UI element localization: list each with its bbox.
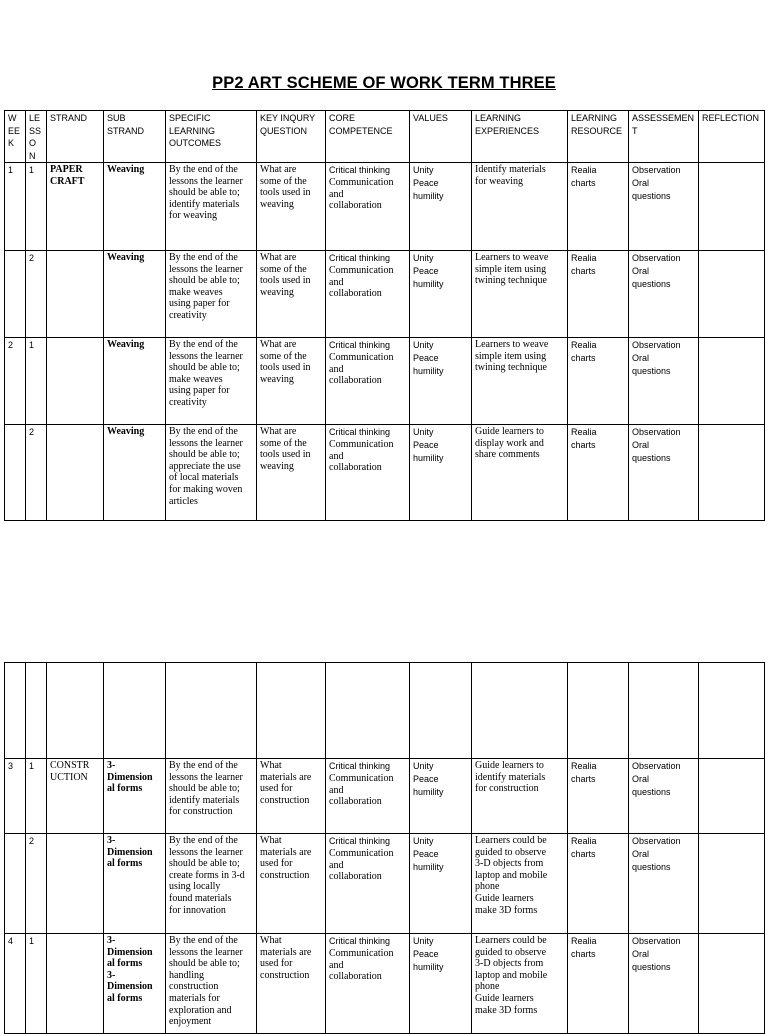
blank-cell	[472, 663, 568, 759]
outcomes-cell: By the end of the lessons the learner should be able to; make weaves using paper for creativity	[166, 251, 257, 338]
header-week: W EE K	[5, 111, 26, 163]
strand-cell	[47, 834, 104, 934]
key-question-cell: What are some of the tools used in weaving	[257, 425, 326, 521]
competence-line: Critical thinking	[329, 761, 391, 771]
sub-strand-cell: Weaving	[104, 163, 166, 251]
competence-line: and	[329, 859, 344, 871]
strand-cell	[47, 934, 104, 1034]
competence-line: Critical thinking	[329, 427, 391, 437]
week-cell: 4	[5, 934, 26, 1034]
header-assessment: ASSESSEMEN T	[629, 111, 699, 163]
header-key-question: KEY INQURY QUESTION	[257, 111, 326, 163]
week-cell	[5, 425, 26, 521]
sub-strand-cell: 3- Dimension al forms	[104, 834, 166, 934]
competence-line: and	[329, 276, 344, 288]
sub-strand-cell: Weaving	[104, 425, 166, 521]
competence-cell	[326, 163, 410, 251]
competence-line: Critical thinking	[329, 253, 391, 263]
values-cell: Unity Peace humility	[410, 425, 472, 521]
header-lesson: LE SS O N	[26, 111, 47, 163]
assessment-cell: Observation Oral questions	[629, 834, 699, 934]
competence-line: and	[329, 784, 344, 796]
strand-cell: CONSTR UCTION	[47, 759, 104, 834]
table-row	[5, 251, 765, 338]
table-row	[5, 934, 765, 1034]
table-row	[5, 834, 765, 934]
blank-cell	[699, 663, 765, 759]
competence-line: Communication	[329, 773, 394, 784]
header-reflection: REFLECTION	[699, 111, 765, 163]
resource-cell: Realia charts	[568, 834, 629, 934]
lesson-cell: 2	[26, 834, 47, 934]
competence-line: collaboration	[329, 462, 382, 474]
values-cell: Unity Peace humility	[410, 338, 472, 425]
table-row	[5, 759, 765, 834]
assessment-cell: Observation Oral questions	[629, 759, 699, 834]
reflection-cell	[699, 163, 765, 251]
reflection-cell	[699, 834, 765, 934]
strand-cell: PAPER CRAFT	[47, 163, 104, 251]
scheme-table-top	[4, 110, 765, 521]
values-cell: Unity Peace humility	[410, 163, 472, 251]
resource-cell: Realia charts	[568, 934, 629, 1034]
competence-line: Communication	[329, 265, 394, 276]
week-cell: 2	[5, 338, 26, 425]
values-cell: Unity Peace humility	[410, 834, 472, 934]
header-experiences: LEARNING EXPERIENCES	[472, 111, 568, 163]
competence-line: and	[329, 363, 344, 375]
outcomes-cell: By the end of the lessons the learner should be able to; appreciate the use of local materials for making woven articles	[166, 425, 257, 521]
competence-cell	[326, 934, 410, 1034]
competence-line: Communication	[329, 848, 394, 859]
lesson-cell: 1	[26, 934, 47, 1034]
lesson-cell: 1	[26, 338, 47, 425]
sub-strand-cell: 3- Dimension al forms	[104, 759, 166, 834]
outcomes-cell: By the end of the lessons the learner should be able to; create forms in 3-d using locally found materials for innovation	[166, 834, 257, 934]
header-row	[5, 111, 765, 163]
values-cell: Unity Peace humility	[410, 759, 472, 834]
competence-line: Communication	[329, 352, 394, 363]
competence-cell	[326, 338, 410, 425]
lesson-cell: 2	[26, 425, 47, 521]
competence-line: Critical thinking	[329, 165, 391, 175]
assessment-cell: Observation Oral questions	[629, 934, 699, 1034]
strand-cell	[47, 338, 104, 425]
blank-cell	[104, 663, 166, 759]
outcomes-cell: By the end of the lessons the learner should be able to; identify materials for construction	[166, 759, 257, 834]
blank-cell	[410, 663, 472, 759]
table-row	[5, 163, 765, 251]
strand-cell	[47, 425, 104, 521]
key-question-cell: What materials are used for construction	[257, 934, 326, 1034]
values-cell: Unity Peace humility	[410, 251, 472, 338]
blank-cell	[26, 663, 47, 759]
lesson-cell: 1	[26, 163, 47, 251]
header-values: VALUES	[410, 111, 472, 163]
resource-cell: Realia charts	[568, 425, 629, 521]
outcomes-cell: By the end of the lessons the learner should be able to; make weaves using paper for creativity	[166, 338, 257, 425]
key-question-cell: What are some of the tools used in weaving	[257, 251, 326, 338]
competence-line: Communication	[329, 948, 394, 959]
values-cell: Unity Peace humility	[410, 934, 472, 1034]
experiences-cell: Guide learners to identify materials for construction	[472, 759, 568, 834]
reflection-cell	[699, 425, 765, 521]
header-outcomes: SPECIFIC LEARNING OUTCOMES	[166, 111, 257, 163]
scheme-table-bottom	[4, 662, 765, 1034]
competence-cell	[326, 834, 410, 934]
experiences-cell: Learners to weave simple item using twining technique	[472, 251, 568, 338]
week-cell: 1	[5, 163, 26, 251]
resource-cell: Realia charts	[568, 759, 629, 834]
competence-line: Communication	[329, 439, 394, 450]
competence-cell	[326, 425, 410, 521]
lesson-cell: 1	[26, 759, 47, 834]
competence-line: collaboration	[329, 375, 382, 387]
competence-line: Critical thinking	[329, 340, 391, 350]
experiences-cell: Guide learners to display work and share comments	[472, 425, 568, 521]
experiences-cell: Learners could be guided to observe 3-D objects from laptop and mobile phone Guide learners make 3D forms	[472, 934, 568, 1034]
experiences-cell: Learners to weave simple item using twining technique	[472, 338, 568, 425]
competence-line: and	[329, 450, 344, 462]
header-strand: STRAND	[47, 111, 104, 163]
reflection-cell	[699, 934, 765, 1034]
header-resource: LEARNING RESOURCE	[568, 111, 629, 163]
lesson-cell: 2	[26, 251, 47, 338]
reflection-cell	[699, 338, 765, 425]
competence-cell	[326, 759, 410, 834]
blank-cell	[326, 663, 410, 759]
reflection-cell	[699, 759, 765, 834]
table-row	[5, 425, 765, 521]
key-question-cell: What are some of the tools used in weaving	[257, 163, 326, 251]
competence-line: collaboration	[329, 796, 382, 808]
competence-line: and	[329, 959, 344, 971]
experiences-cell: Learners could be guided to observe 3-D objects from laptop and mobile phone Guide learners make 3D forms	[472, 834, 568, 934]
competence-line: collaboration	[329, 871, 382, 883]
competence-line: collaboration	[329, 288, 382, 300]
competence-line: collaboration	[329, 971, 382, 983]
resource-cell: Realia charts	[568, 338, 629, 425]
blank-cell	[568, 663, 629, 759]
competence-line: collaboration	[329, 200, 382, 212]
sub-strand-cell: Weaving	[104, 338, 166, 425]
resource-cell: Realia charts	[568, 163, 629, 251]
outcomes-cell: By the end of the lessons the learner should be able to; identify materials for weaving	[166, 163, 257, 251]
sub-strand-cell: 3- Dimension al forms 3- Dimension al forms	[104, 934, 166, 1034]
experiences-cell: Identify materials for weaving	[472, 163, 568, 251]
assessment-cell: Observation Oral questions	[629, 425, 699, 521]
assessment-cell: Observation Oral questions	[629, 163, 699, 251]
resource-cell: Realia charts	[568, 251, 629, 338]
key-question-cell: What materials are used for construction	[257, 759, 326, 834]
blank-row	[5, 663, 765, 759]
blank-cell	[47, 663, 104, 759]
header-competence: CORE COMPETENCE	[326, 111, 410, 163]
competence-cell	[326, 251, 410, 338]
competence-line: Communication	[329, 177, 394, 188]
competence-line: and	[329, 188, 344, 200]
outcomes-cell: By the end of the lessons the learner should be able to; handling construction materials for exploration and enjoyment	[166, 934, 257, 1034]
blank-cell	[257, 663, 326, 759]
header-sub-strand: SUB STRAND	[104, 111, 166, 163]
blank-cell	[166, 663, 257, 759]
week-cell	[5, 834, 26, 934]
blank-cell	[5, 663, 26, 759]
strand-cell	[47, 251, 104, 338]
table-row	[5, 338, 765, 425]
competence-line: Critical thinking	[329, 936, 391, 946]
sub-strand-cell: Weaving	[104, 251, 166, 338]
week-cell: 3	[5, 759, 26, 834]
document-title: PP2 ART SCHEME OF WORK TERM THREE	[212, 74, 556, 92]
assessment-cell: Observation Oral questions	[629, 251, 699, 338]
key-question-cell: What are some of the tools used in weaving	[257, 338, 326, 425]
key-question-cell: What materials are used for construction	[257, 834, 326, 934]
reflection-cell	[699, 251, 765, 338]
blank-cell	[629, 663, 699, 759]
assessment-cell: Observation Oral questions	[629, 338, 699, 425]
competence-line: Critical thinking	[329, 836, 391, 846]
week-cell	[5, 251, 26, 338]
